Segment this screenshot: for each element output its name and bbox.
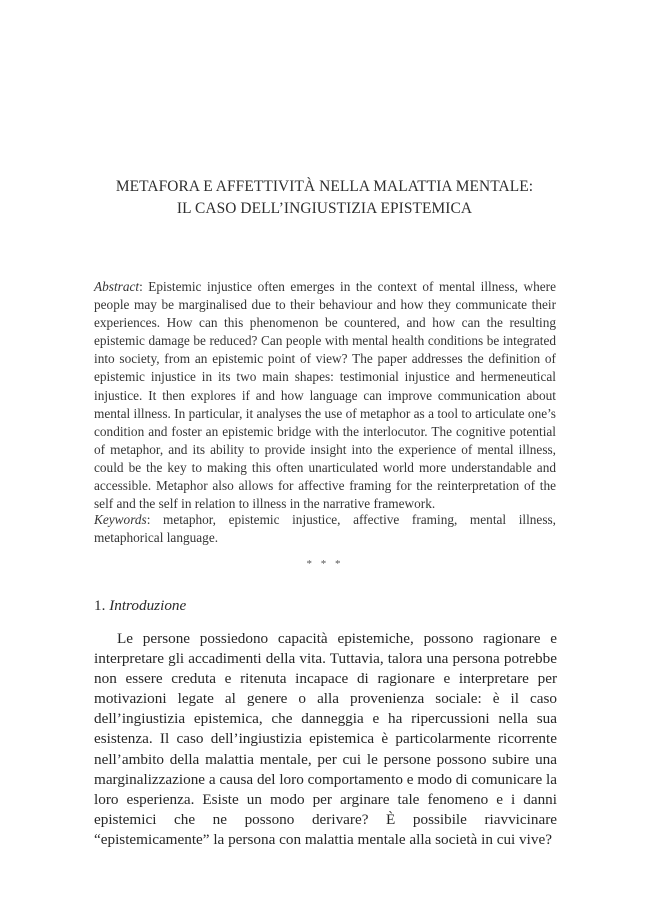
title-line-2: IL CASO DELL’INGIUSTIZIA EPISTEMICA <box>176 200 473 217</box>
abstract-text: : Epistemic injustice often emerges in the context of mental illness, where people may be marginalised due to their behaviour and how they communicate their experiences. How can this phenomenon be countered, and how can the resulting epistemic damage be reduced? Can people with mental health conditions be integrated into society, from an epistemic point of view? The paper addresses the definition of epistemic injustice in its two main shapes: testimonial injustice and hermeneutical injustice. It then explores if and how language can improve communication about mental illness. In particular, it analyses the use of metaphor as a tool to articulate one’s condition and foster an epistemic bridge with the interlocutor. The cognitive potential of metaphor, and its ability to provide insight into the experience of mental illness, could be the key to making this often unarticulated world more understandable and accessible. Metaphor also allows for affective framing for the reinterpretation of the self and the self in relation to illness in the narrative framework. <box>94 279 556 512</box>
section-number: 1. <box>94 597 106 614</box>
keywords <box>94 511 556 547</box>
keywords-label: Keywords <box>94 512 147 527</box>
title-line-1: METAFORA E AFFETTIVITÀ NELLA MALATTIA MENTALE: <box>115 178 534 195</box>
section-heading <box>94 596 186 616</box>
section-separator: * * * <box>306 558 344 570</box>
keywords-text: : metaphor, epistemic injustice, affective framing, mental illness, metaphorical language. <box>94 512 556 546</box>
abstract-label: Abstract <box>94 279 140 294</box>
paper-title <box>92 176 557 220</box>
section-title: Introduzione <box>109 597 187 614</box>
body-paragraph: Le persone possiedono capacità epistemiche, possono ragionare e interpretare gli accadimenti della vita. Tuttavia, talora una persona potrebbe non essere creduta e ritenuta incapace di ragionare e interpretare per motivazioni legate al genere o alla provenienza sociale: è il caso dell’ingiustizia epistemica, che danneggia e ha ripercussioni nella sua esistenza. Il caso dell’ingiustizia epistemica è particolarmente ricorrente nell’ambito della malattia mentale, per cui le persone possono subire una marginalizzazione a causa del loro comportamento e modo di comunicare la loro esperienza. Esiste un modo per arginare tale fenomeno e i danni epistemici che ne possono derivare? È possibile riavvicinare “epistemicamente” la persona con malattia mentale alla società in cui vive? <box>94 630 557 848</box>
abstract <box>94 278 556 513</box>
